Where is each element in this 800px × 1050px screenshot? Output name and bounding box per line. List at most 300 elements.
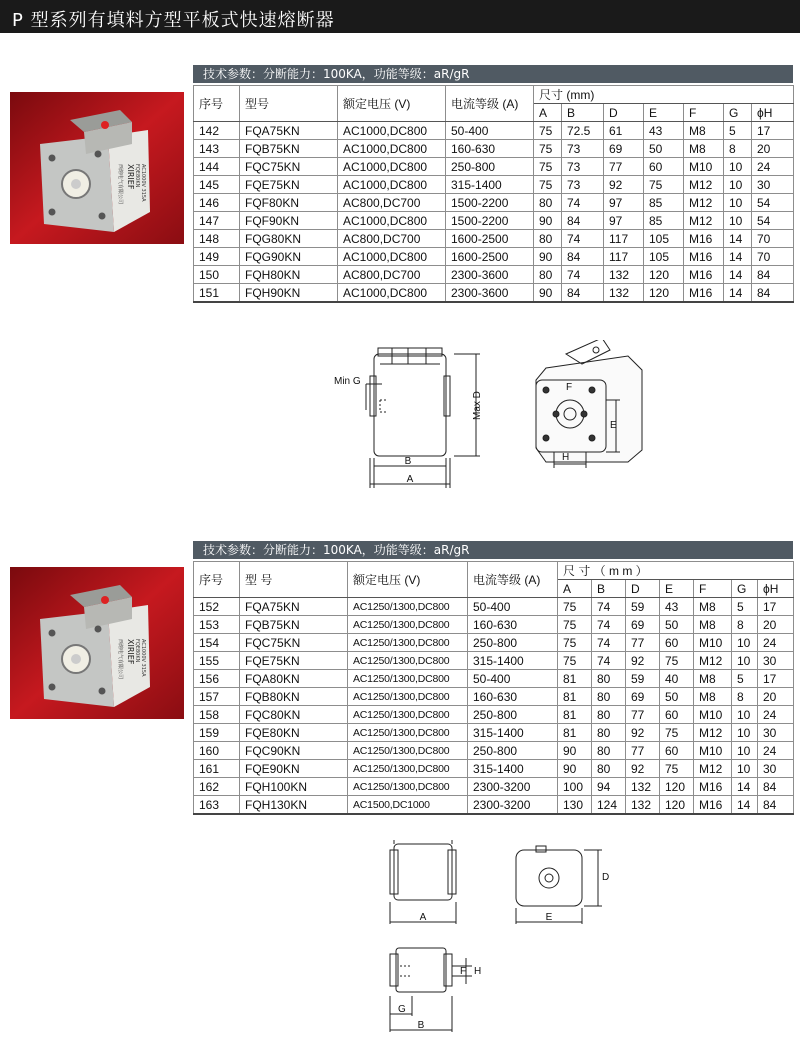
cell-h: 17 — [758, 670, 794, 688]
label-b: B — [404, 456, 412, 467]
cell-b: 73 — [562, 158, 604, 176]
table-row — [194, 158, 794, 176]
cell-model: FQC75KN — [240, 634, 348, 652]
label-a: A — [406, 474, 414, 485]
table-body-2 — [194, 598, 794, 815]
cell-b: 84 — [562, 212, 604, 230]
cell-a: 90 — [534, 212, 562, 230]
cell-current: 2300-3200 — [468, 778, 558, 796]
cell-b: 74 — [562, 230, 604, 248]
cell-h: 17 — [758, 598, 794, 616]
cell-current: 1500-2200 — [446, 212, 534, 230]
table-row — [194, 760, 794, 778]
cell-current: 160-630 — [468, 688, 558, 706]
cell-h: 54 — [752, 212, 794, 230]
table-row — [194, 230, 794, 248]
cell-a: 75 — [558, 652, 592, 670]
header-col-g: G — [724, 104, 752, 122]
cell-a: 75 — [534, 140, 562, 158]
cell-a: 80 — [534, 230, 562, 248]
cell-no: 149 — [194, 248, 240, 266]
cell-no: 146 — [194, 194, 240, 212]
header-voltage: 额定电压 (V) — [348, 562, 468, 598]
cell-model: FQE90KN — [240, 760, 348, 778]
cell-a: 81 — [558, 706, 592, 724]
cell-d: 69 — [604, 140, 644, 158]
cell-g: 14 — [732, 778, 758, 796]
cell-d: 59 — [626, 598, 660, 616]
cell-voltage: AC1250/1300,DC800 — [348, 688, 468, 706]
cell-a: 80 — [534, 194, 562, 212]
cell-g: 5 — [732, 598, 758, 616]
cell-f: M8 — [694, 688, 732, 706]
cell-h: 24 — [758, 634, 794, 652]
cell-model: FQC75KN — [240, 158, 338, 176]
cell-g: 10 — [732, 634, 758, 652]
cell-f: M16 — [684, 248, 724, 266]
cell-b: 74 — [592, 598, 626, 616]
cell-b: 72.5 — [562, 122, 604, 140]
cell-d: 97 — [604, 194, 644, 212]
cell-f: M8 — [684, 122, 724, 140]
cell-b: 80 — [592, 742, 626, 760]
cell-a: 75 — [534, 176, 562, 194]
table-row — [194, 634, 794, 652]
cell-b: 74 — [562, 194, 604, 212]
cell-voltage: AC800,DC700 — [338, 194, 446, 212]
cell-d: 77 — [626, 706, 660, 724]
cell-e: 120 — [644, 266, 684, 284]
cell-e: 105 — [644, 248, 684, 266]
cell-d: 92 — [626, 724, 660, 742]
cell-a: 90 — [534, 248, 562, 266]
label-g: G — [398, 1004, 406, 1015]
cell-current: 50-400 — [468, 598, 558, 616]
cell-no: 151 — [194, 284, 240, 303]
cell-f: M16 — [694, 796, 732, 815]
cell-no: 152 — [194, 598, 240, 616]
cell-current: 250-800 — [468, 706, 558, 724]
table-row — [194, 598, 794, 616]
cell-g: 14 — [724, 284, 752, 303]
cell-g: 10 — [724, 176, 752, 194]
cell-g: 10 — [724, 194, 752, 212]
photo-rating-text: AC1000V 315A — [140, 639, 146, 677]
photo-maker-text: 西熔电气有限公司 — [117, 639, 123, 680]
cell-no: 148 — [194, 230, 240, 248]
cell-d: 77 — [604, 158, 644, 176]
photo-model-text: FQE80KN — [134, 639, 140, 663]
cell-model: FQA75KN — [240, 598, 348, 616]
label-e: E — [545, 912, 553, 923]
cell-voltage: AC1250/1300,DC800 — [348, 778, 468, 796]
cell-no: 155 — [194, 652, 240, 670]
cell-model: FQB75KN — [240, 616, 348, 634]
cell-current: 315-1400 — [468, 652, 558, 670]
photo-brand-text: XIRIEF — [126, 639, 135, 665]
cell-f: M12 — [694, 652, 732, 670]
cell-e: 43 — [660, 598, 694, 616]
cell-no: 157 — [194, 688, 240, 706]
header-col-a: A — [558, 580, 592, 598]
cell-current: 1500-2200 — [446, 194, 534, 212]
cell-f: M8 — [684, 140, 724, 158]
cell-current: 160-630 — [446, 140, 534, 158]
cell-e: 75 — [644, 176, 684, 194]
cell-a: 90 — [534, 284, 562, 303]
cell-a: 75 — [534, 122, 562, 140]
cell-no: 158 — [194, 706, 240, 724]
cell-current: 50-400 — [468, 670, 558, 688]
label-h: H — [562, 452, 570, 463]
label-h: H — [474, 966, 482, 977]
cell-g: 5 — [724, 122, 752, 140]
cell-d: 69 — [626, 688, 660, 706]
cell-g: 10 — [732, 706, 758, 724]
header-size: 尺寸 (mm) — [534, 86, 794, 104]
cell-a: 75 — [558, 634, 592, 652]
cell-h: 84 — [752, 284, 794, 303]
header-size: 尺 寸 （ m m ） — [558, 562, 794, 580]
cell-e: 60 — [660, 706, 694, 724]
cell-e: 120 — [660, 778, 694, 796]
cell-g: 5 — [732, 670, 758, 688]
cell-g: 10 — [732, 652, 758, 670]
table-row — [194, 140, 794, 158]
cell-f: M10 — [694, 634, 732, 652]
cell-b: 84 — [562, 248, 604, 266]
cell-voltage: AC1000,DC800 — [338, 248, 446, 266]
cell-e: 85 — [644, 212, 684, 230]
cell-d: 132 — [626, 778, 660, 796]
cell-d: 132 — [626, 796, 660, 815]
cell-a: 130 — [558, 796, 592, 815]
header-model: 型号 — [240, 86, 338, 122]
cell-h: 70 — [752, 230, 794, 248]
cell-e: 85 — [644, 194, 684, 212]
cell-a: 100 — [558, 778, 592, 796]
photo-rating-text: AC1000V 315A — [140, 164, 146, 202]
cell-a: 75 — [558, 616, 592, 634]
cell-b: 73 — [562, 140, 604, 158]
cell-a: 90 — [558, 760, 592, 778]
tech-params-text: 技术参数：分断能力：100KA，功能等级：aR/gR — [203, 67, 470, 81]
cell-no: 143 — [194, 140, 240, 158]
cell-h: 20 — [752, 140, 794, 158]
cell-f: M16 — [684, 266, 724, 284]
cell-model: FQA75KN — [240, 122, 338, 140]
cell-b: 124 — [592, 796, 626, 815]
photo-maker-text: 西熔电气有限公司 — [117, 164, 123, 205]
cell-f: M16 — [694, 778, 732, 796]
cell-d: 132 — [604, 266, 644, 284]
cell-voltage: AC1250/1300,DC800 — [348, 634, 468, 652]
cell-f: M16 — [684, 230, 724, 248]
cell-e: 60 — [660, 742, 694, 760]
cell-h: 84 — [758, 778, 794, 796]
header-col-d: D — [626, 580, 660, 598]
cell-g: 10 — [724, 158, 752, 176]
cell-h: 20 — [758, 616, 794, 634]
cell-model: FQE75KN — [240, 176, 338, 194]
header-col-d: D — [604, 104, 644, 122]
header-model: 型 号 — [240, 562, 348, 598]
cell-voltage: AC1000,DC800 — [338, 212, 446, 230]
table-row — [194, 778, 794, 796]
cell-model: FQC80KN — [240, 706, 348, 724]
cell-model: FQB75KN — [240, 140, 338, 158]
cell-d: 61 — [604, 122, 644, 140]
label-a: A — [419, 912, 427, 923]
cell-voltage: AC1500,DC1000 — [348, 796, 468, 815]
cell-e: 120 — [660, 796, 694, 815]
cell-h: 84 — [752, 266, 794, 284]
cell-e: 120 — [644, 284, 684, 303]
table-row — [194, 796, 794, 815]
cell-voltage: AC1250/1300,DC800 — [348, 742, 468, 760]
cell-a: 81 — [558, 724, 592, 742]
table-row — [194, 688, 794, 706]
cell-f: M12 — [694, 760, 732, 778]
cell-f: M8 — [694, 616, 732, 634]
cell-g: 10 — [724, 212, 752, 230]
table-header-row — [194, 562, 794, 580]
cell-model: FQE80KN — [240, 724, 348, 742]
cell-h: 30 — [758, 724, 794, 742]
cell-model: FQH130KN — [240, 796, 348, 815]
header-col-a: A — [534, 104, 562, 122]
cell-no: 153 — [194, 616, 240, 634]
cell-a: 75 — [534, 158, 562, 176]
cell-no: 160 — [194, 742, 240, 760]
cell-g: 10 — [732, 724, 758, 742]
table-row — [194, 670, 794, 688]
tech-params-bar-2 — [193, 541, 793, 559]
cell-b: 80 — [592, 724, 626, 742]
cell-b: 80 — [592, 688, 626, 706]
cell-b: 80 — [592, 706, 626, 724]
header-col-h: ϕH — [758, 580, 794, 598]
cell-d: 77 — [626, 742, 660, 760]
cell-voltage: AC800,DC700 — [338, 230, 446, 248]
cell-model: FQC90KN — [240, 742, 348, 760]
cell-g: 10 — [732, 760, 758, 778]
tech-params-text: 技术参数：分断能力：100KA，功能等级：aR/gR — [203, 543, 470, 557]
cell-current: 2300-3600 — [446, 266, 534, 284]
cell-g: 14 — [724, 248, 752, 266]
cell-d: 97 — [604, 212, 644, 230]
cell-h: 24 — [758, 742, 794, 760]
cell-current: 315-1400 — [468, 760, 558, 778]
cell-voltage: AC1000,DC800 — [338, 284, 446, 303]
table-row — [194, 742, 794, 760]
table-row — [194, 724, 794, 742]
cell-current: 1600-2500 — [446, 248, 534, 266]
cell-a: 75 — [558, 598, 592, 616]
cell-b: 74 — [562, 266, 604, 284]
cell-h: 17 — [752, 122, 794, 140]
cell-e: 75 — [660, 724, 694, 742]
cell-current: 2300-3600 — [446, 284, 534, 303]
dimension-drawing-1 — [330, 340, 800, 490]
table-row — [194, 284, 794, 303]
cell-model: FQH90KN — [240, 284, 338, 303]
table-header-row — [194, 86, 794, 104]
cell-h: 70 — [752, 248, 794, 266]
cell-model: FQB80KN — [240, 688, 348, 706]
header-no: 序号 — [194, 86, 240, 122]
cell-h: 54 — [752, 194, 794, 212]
cell-b: 74 — [592, 652, 626, 670]
header-col-f: F — [694, 580, 732, 598]
cell-voltage: AC1000,DC800 — [338, 176, 446, 194]
cell-e: 43 — [644, 122, 684, 140]
cell-g: 8 — [724, 140, 752, 158]
table-row — [194, 194, 794, 212]
cell-no: 163 — [194, 796, 240, 815]
cell-b: 84 — [562, 284, 604, 303]
cell-no: 147 — [194, 212, 240, 230]
label-b: B — [417, 1020, 425, 1031]
cell-d: 117 — [604, 248, 644, 266]
cell-current: 2300-3200 — [468, 796, 558, 815]
cell-g: 14 — [732, 796, 758, 815]
cell-d: 59 — [626, 670, 660, 688]
cell-no: 144 — [194, 158, 240, 176]
cell-e: 40 — [660, 670, 694, 688]
header-col-f: F — [684, 104, 724, 122]
cell-d: 92 — [626, 652, 660, 670]
spec-table-2 — [193, 561, 794, 815]
cell-d: 117 — [604, 230, 644, 248]
cell-current: 1600-2500 — [446, 230, 534, 248]
cell-b: 80 — [592, 670, 626, 688]
label-max-d: Max D — [472, 391, 483, 420]
cell-h: 30 — [752, 176, 794, 194]
cell-e: 60 — [644, 158, 684, 176]
cell-g: 14 — [724, 266, 752, 284]
header-voltage: 额定电压 (V) — [338, 86, 446, 122]
cell-h: 30 — [758, 652, 794, 670]
cell-model: FQH100KN — [240, 778, 348, 796]
cell-e: 75 — [660, 760, 694, 778]
label-f: F — [460, 966, 467, 977]
cell-f: M12 — [694, 724, 732, 742]
cell-voltage: AC1000,DC800 — [338, 122, 446, 140]
cell-d: 92 — [626, 760, 660, 778]
cell-current: 250-800 — [446, 158, 534, 176]
fuse-photo-1 — [10, 92, 184, 244]
cell-d: 92 — [604, 176, 644, 194]
cell-g: 14 — [724, 230, 752, 248]
cell-e: 105 — [644, 230, 684, 248]
label-min-g: Min G — [334, 376, 361, 387]
cell-b: 74 — [592, 634, 626, 652]
title-bar — [0, 0, 800, 33]
cell-voltage: AC1250/1300,DC800 — [348, 724, 468, 742]
cell-voltage: AC1250/1300,DC800 — [348, 616, 468, 634]
table-row — [194, 248, 794, 266]
cell-voltage: AC1250/1300,DC800 — [348, 670, 468, 688]
table-row — [194, 706, 794, 724]
cell-model: FQG90KN — [240, 248, 338, 266]
cell-current: 250-800 — [468, 634, 558, 652]
cell-g: 10 — [732, 742, 758, 760]
cell-e: 50 — [660, 616, 694, 634]
table-row — [194, 616, 794, 634]
spec-table-1 — [193, 85, 794, 303]
table-row — [194, 212, 794, 230]
cell-no: 162 — [194, 778, 240, 796]
cell-g: 8 — [732, 688, 758, 706]
cell-no: 142 — [194, 122, 240, 140]
cell-f: M10 — [694, 742, 732, 760]
cell-no: 159 — [194, 724, 240, 742]
header-current: 电流等级 (A) — [468, 562, 558, 598]
label-e: E — [610, 420, 617, 431]
cell-h: 24 — [758, 706, 794, 724]
cell-e: 50 — [644, 140, 684, 158]
cell-no: 161 — [194, 760, 240, 778]
table-row — [194, 652, 794, 670]
cell-f: M12 — [684, 212, 724, 230]
cell-b: 94 — [592, 778, 626, 796]
cell-f: M16 — [684, 284, 724, 303]
fuse-photo-2 — [10, 567, 184, 719]
cell-a: 80 — [534, 266, 562, 284]
cell-f: M8 — [694, 598, 732, 616]
cell-voltage: AC1250/1300,DC800 — [348, 652, 468, 670]
cell-no: 145 — [194, 176, 240, 194]
dimension-drawing-2 — [380, 830, 620, 1045]
cell-current: 315-1400 — [468, 724, 558, 742]
table-row — [194, 266, 794, 284]
cell-current: 50-400 — [446, 122, 534, 140]
cell-h: 20 — [758, 688, 794, 706]
label-f: F — [566, 382, 573, 393]
cell-model: FQG80KN — [240, 230, 338, 248]
cell-b: 74 — [592, 616, 626, 634]
header-current: 电流等级 (A) — [446, 86, 534, 122]
cell-current: 250-800 — [468, 742, 558, 760]
cell-d: 132 — [604, 284, 644, 303]
cell-voltage: AC1250/1300,DC800 — [348, 706, 468, 724]
header-no: 序号 — [194, 562, 240, 598]
table-row — [194, 176, 794, 194]
cell-current: 160-630 — [468, 616, 558, 634]
photo-model-text: FQE80KN — [134, 164, 140, 188]
cell-a: 81 — [558, 670, 592, 688]
cell-e: 60 — [660, 634, 694, 652]
cell-e: 50 — [660, 688, 694, 706]
header-col-b: B — [592, 580, 626, 598]
cell-f: M8 — [694, 670, 732, 688]
cell-g: 8 — [732, 616, 758, 634]
cell-model: FQA80KN — [240, 670, 348, 688]
cell-voltage: AC1000,DC800 — [338, 140, 446, 158]
cell-model: FQF90KN — [240, 212, 338, 230]
tech-params-bar-1 — [193, 65, 793, 83]
cell-f: M10 — [684, 158, 724, 176]
cell-a: 90 — [558, 742, 592, 760]
header-col-h: ϕH — [752, 104, 794, 122]
cell-d: 69 — [626, 616, 660, 634]
cell-model: FQE75KN — [240, 652, 348, 670]
cell-h: 30 — [758, 760, 794, 778]
cell-model: FQH80KN — [240, 266, 338, 284]
cell-h: 24 — [752, 158, 794, 176]
cell-f: M12 — [684, 176, 724, 194]
